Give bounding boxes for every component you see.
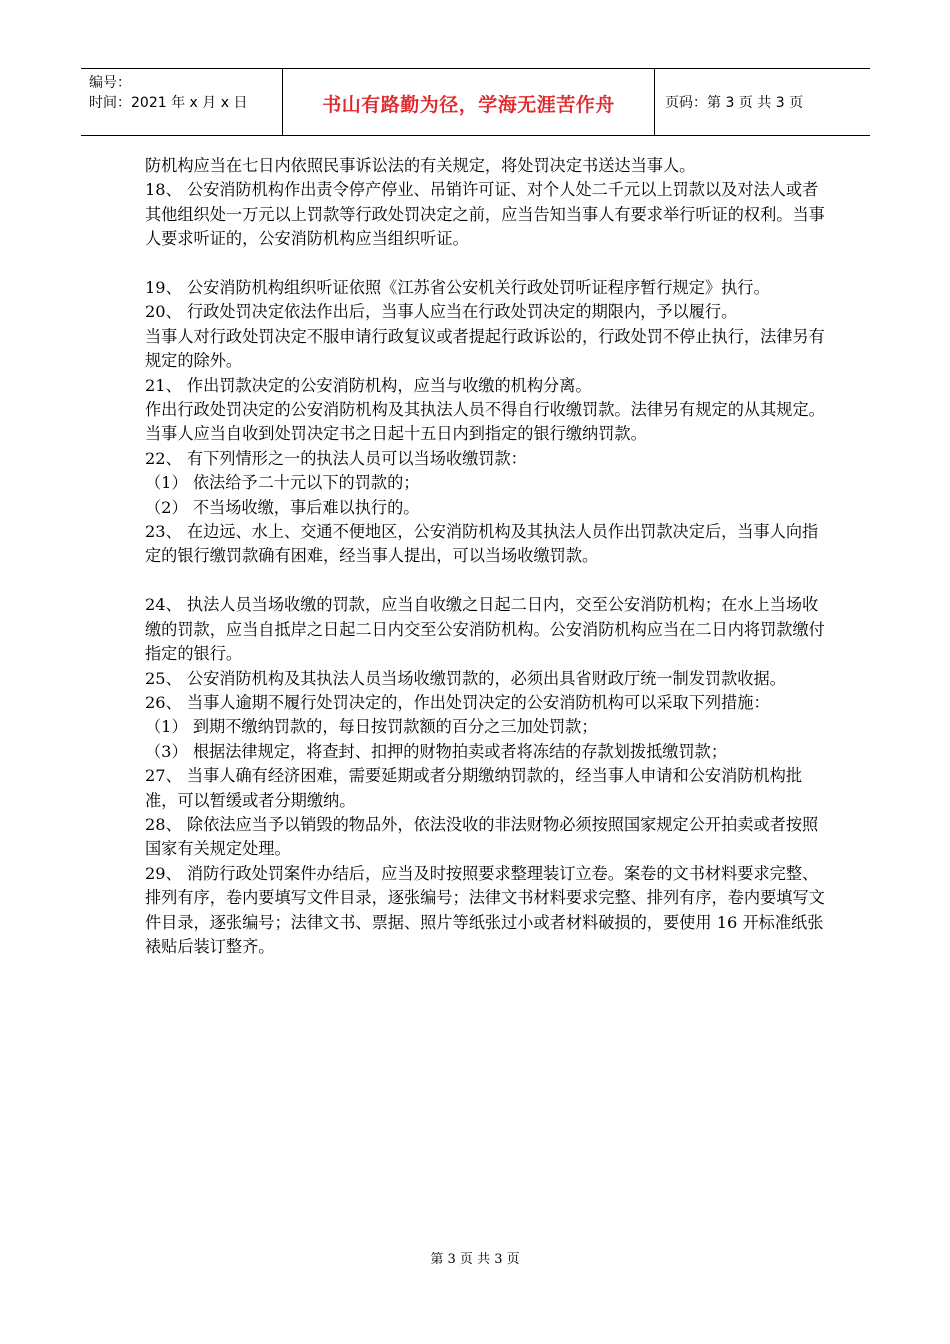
header-motto: 书山有路勤为径，学海无涯苦作舟	[322, 93, 615, 116]
paragraph: 28、 除依法应当予以销毁的物品外，依法没收的非法财物必须按照国家规定公开拍卖或者按照国家有关规定处理。	[145, 814, 819, 859]
paragraph: 19、 公安消防机构组织听证依照《江苏省公安机关行政处罚听证程序暂行规定》执行。	[145, 278, 770, 298]
paragraph: 22、 有下列情形之一的执法人员可以当场收缴罚款：	[145, 448, 527, 468]
paragraph: 25、 公安消防机构及其执法人员当场收缴罚款的，必须出具省财政厅统一制发罚款收据。	[145, 668, 786, 688]
header-meta-cell	[81, 69, 283, 135]
document-time-label: 时间：2021 年 x 月 x 日	[89, 95, 248, 111]
document-body	[145, 154, 825, 959]
paragraph: 26、 当事人逾期不履行处罚决定的，作出处罚决定的公安消防机构可以采取下列措施：	[145, 692, 770, 712]
document-number-label: 编号：	[89, 75, 131, 91]
paragraph: 防机构应当在七日内依照民事诉讼法的有关规定，将处罚决定书送达当事人。	[145, 156, 696, 175]
paragraph: 18、 公安消防机构作出责令停产停业、吊销许可证、对个人处二千元以上罚款以及对法人或者其他组织处一万元以上罚款等行政处罚决定之前，应当告知当事人有要求举行听证的权利。当事人要求听证的，公安消防机构应当组织听证。	[145, 180, 825, 249]
list-item: （2） 不当场收缴，事后难以执行的。	[145, 497, 420, 517]
list-item: （1） 到期不缴纳罚款的，每日按罚款额的百分之三加处罚款；	[145, 717, 598, 737]
paragraph: 作出行政处罚决定的公安消防机构及其执法人员不得自行收缴罚款。法律另有规定的从其规定。	[145, 400, 825, 420]
paragraph: 20、 行政处罚决定依法作出后，当事人应当在行政处罚决定的期限内，予以履行。	[145, 302, 738, 322]
footer-page-info: 第 3 页 共 3 页	[430, 1252, 520, 1267]
paragraph: 29、 消防行政处罚案件办结后，应当及时按照要求整理装订立卷。案卷的文书材料要求完整、排列有序，卷内要填写文件目录，逐张编号；法律文书材料要求完整、排列有序，卷内要填写文件目录，逐张编号；法律文书、票据、照片等纸张过小或者材料破损的，要使用 16 开标准纸张裱贴后装订整齐。	[145, 863, 825, 956]
header-page-code: 页码：第 3 页 共 3 页	[665, 95, 804, 111]
paragraph: 24、 执法人员当场收缴的罚款，应当自收缴之日起二日内，交至公安消防机构；在水上当场收缴的罚款，应当自抵岸之日起二日内交至公安消防机构。公安消防机构应当在二日内将罚款缴付指定的银行。	[145, 595, 825, 664]
paragraph: 当事人应当自收到处罚决定书之日起十五日内到指定的银行缴纳罚款。	[145, 424, 647, 444]
list-item: （3） 根据法律规定，将查封、扣押的财物拍卖或者将冻结的存款划拨抵缴罚款；	[145, 741, 728, 761]
paragraph: 27、 当事人确有经济困难，需要延期或者分期缴纳罚款的，经当事人申请和公安消防机构批准，可以暂缓或者分期缴纳。	[145, 766, 803, 810]
header-page-cell	[655, 69, 870, 135]
paragraph: 21、 作出罚款决定的公安消防机构，应当与收缴的机构分离。	[145, 375, 592, 395]
list-item: （1） 依法给予二十元以下的罚款的；	[145, 473, 420, 493]
page-footer	[0, 1248, 950, 1267]
header-motto-cell	[283, 69, 655, 135]
paragraph: 当事人对行政处罚决定不服申请行政复议或者提起行政诉讼的，行政处罚不停止执行，法律另有规定的除外。	[145, 326, 825, 371]
paragraph: 23、 在边远、水上、交通不便地区，公安消防机构及其执法人员作出罚款决定后，当事人向指定的银行缴罚款确有困难，经当事人提出，可以当场收缴罚款。	[145, 522, 819, 566]
document-header	[81, 68, 870, 136]
